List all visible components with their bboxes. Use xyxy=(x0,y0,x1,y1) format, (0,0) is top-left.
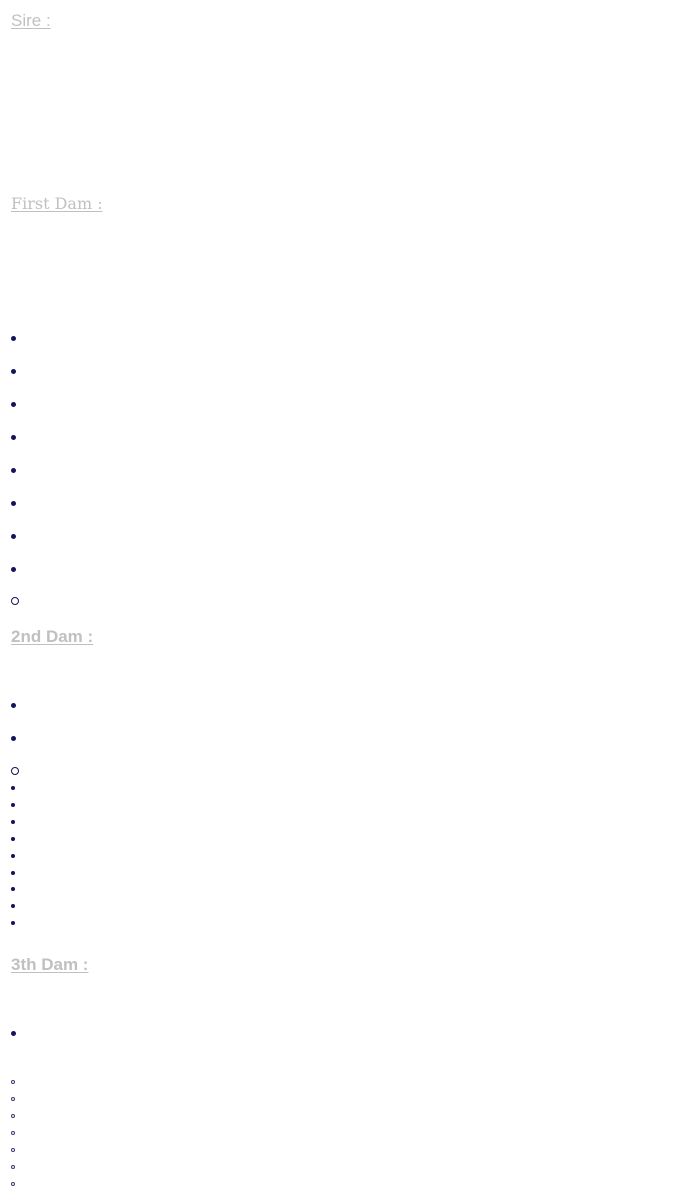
list-circle-bullet-icon xyxy=(11,767,19,775)
list-bullet-icon xyxy=(11,921,15,925)
list-circle-bullet-icon xyxy=(11,1080,15,1084)
list-bullet-icon xyxy=(11,468,16,473)
list-bullet-icon xyxy=(11,736,16,741)
list-bullet-icon xyxy=(11,803,15,807)
list-bullet-icon xyxy=(11,703,16,708)
list-bullet-icon xyxy=(11,904,15,908)
list-circle-bullet-icon xyxy=(11,1097,15,1101)
list-circle-bullet-icon xyxy=(11,1114,15,1118)
first-dam-heading: First Dam : xyxy=(11,194,103,213)
list-bullet-icon xyxy=(11,887,15,891)
list-bullet-icon xyxy=(11,435,16,440)
list-bullet-icon xyxy=(11,336,16,341)
list-bullet-icon xyxy=(11,567,16,572)
second-dam-heading: 2nd Dam : xyxy=(11,627,94,646)
list-circle-bullet-icon xyxy=(11,597,19,605)
sire-heading: Sire : xyxy=(11,11,51,30)
list-bullet-icon xyxy=(11,402,16,407)
list-bullet-icon xyxy=(11,871,15,875)
list-bullet-icon xyxy=(11,501,16,506)
list-bullet-icon xyxy=(11,820,15,824)
list-circle-bullet-icon xyxy=(11,1148,15,1152)
list-bullet-icon xyxy=(11,1031,16,1036)
list-circle-bullet-icon xyxy=(11,1165,15,1169)
list-circle-bullet-icon xyxy=(11,1182,15,1186)
list-bullet-icon xyxy=(11,534,16,539)
third-dam-heading: 3th Dam : xyxy=(11,955,89,974)
list-circle-bullet-icon xyxy=(11,1131,15,1135)
list-bullet-icon xyxy=(11,837,15,841)
list-bullet-icon xyxy=(11,854,15,858)
list-bullet-icon xyxy=(11,369,16,374)
list-bullet-icon xyxy=(11,786,15,790)
